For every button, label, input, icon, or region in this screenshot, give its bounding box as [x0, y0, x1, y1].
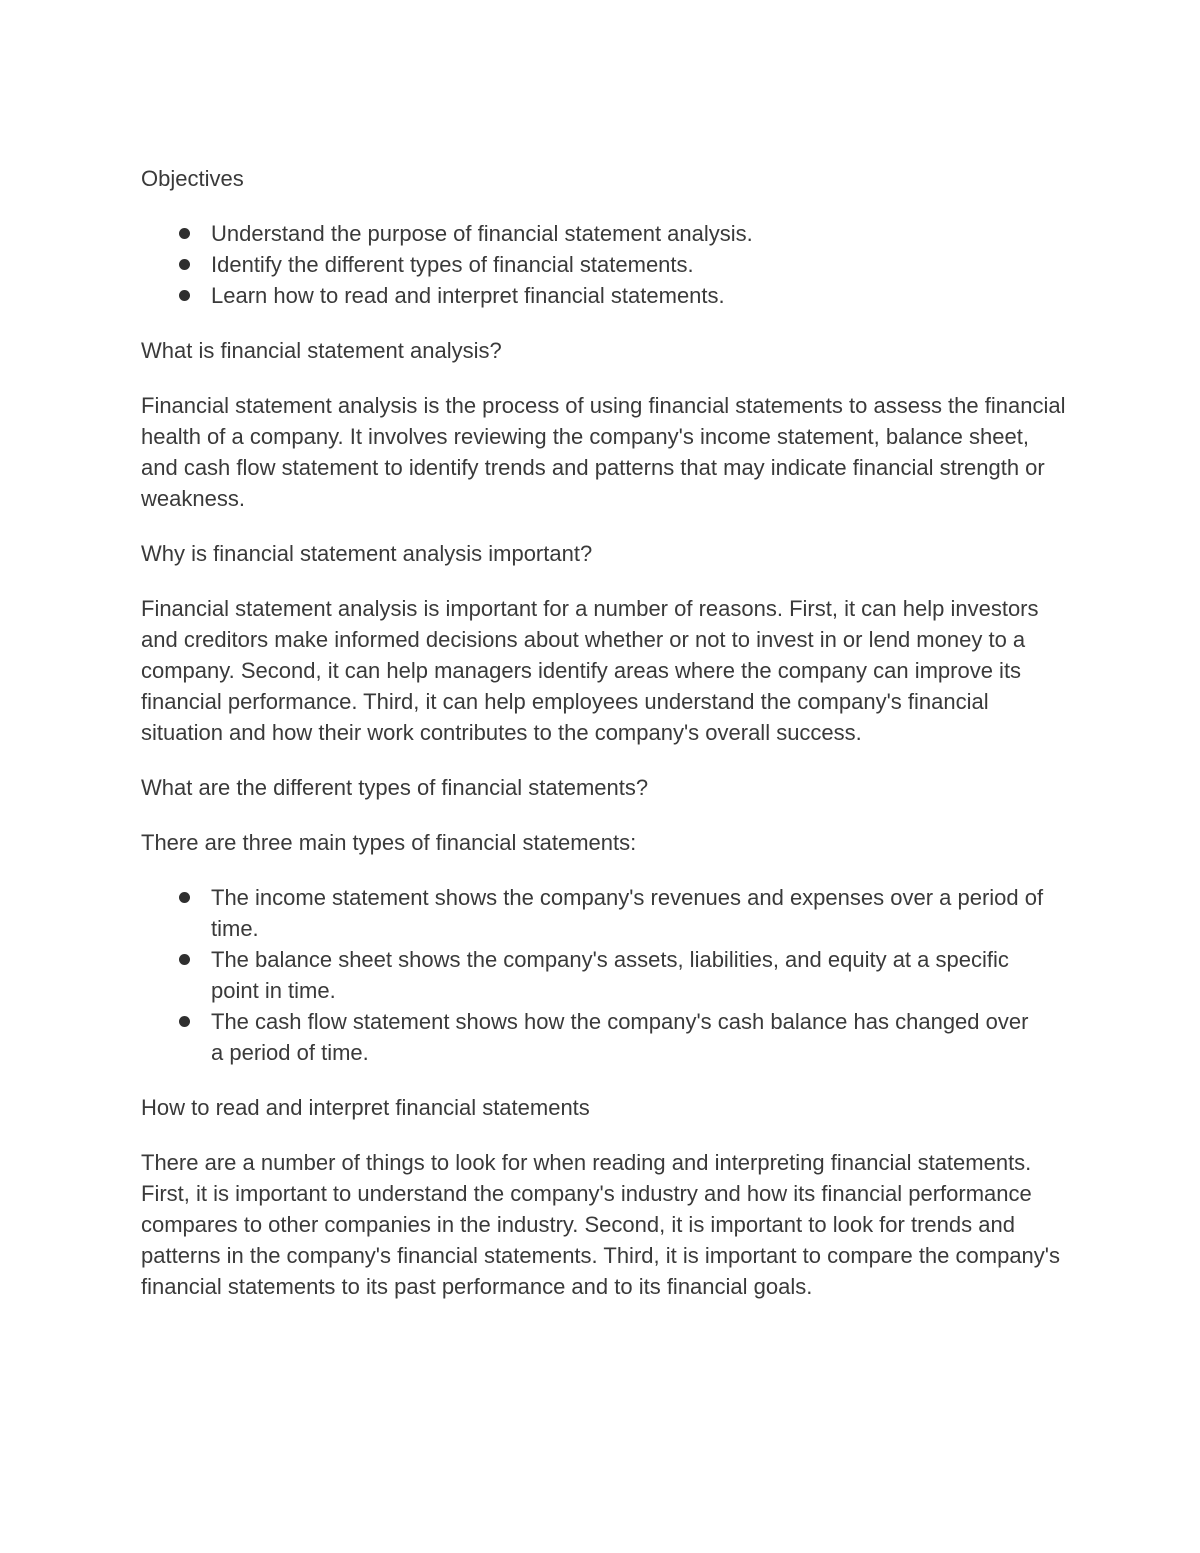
- list-item: [141, 944, 1066, 1006]
- list-item-text: The cash flow statement shows how the company's cash balance has changed over a period of time.: [211, 1009, 1029, 1065]
- list-item: [141, 249, 1066, 280]
- list-item-text: The income statement shows the company's revenues and expenses over a period of time.: [211, 885, 1044, 941]
- bullet-icon: [179, 892, 190, 903]
- bullet-icon: [179, 954, 190, 965]
- list-item-text: Identify the different types of financial statements.: [211, 252, 694, 277]
- why-paragraph: Financial statement analysis is important for a number of reasons. First, it can help investors and creditors make informed decisions about whether or not to invest in or lend money to a company. Second, it can help managers identify areas where the company can improve its financial performance. Third, it can help employees understand the company's financial situation and how their work contributes to the company's overall success.: [141, 596, 1039, 745]
- list-item-text: Understand the purpose of financial statement analysis.: [211, 221, 753, 246]
- bullet-icon: [179, 228, 190, 239]
- list-item: [141, 882, 1066, 944]
- list-item-text: The balance sheet shows the company's assets, liabilities, and equity at a specific point in time.: [211, 947, 1009, 1003]
- how-heading: How to read and interpret financial statements: [141, 1095, 590, 1120]
- objectives-heading: Objectives: [141, 166, 244, 191]
- how-paragraph: There are a number of things to look for when reading and interpreting financial statements. First, it is important to understand the company's industry and how its financial performance compares to other companies in the industry. Second, it is important to look for trends and patterns in the company's financial statements. Third, it is important to compare the company's financial statements to its past performance and to its financial goals.: [141, 1150, 1060, 1299]
- bullet-icon: [179, 1016, 190, 1027]
- list-item: [141, 280, 1066, 311]
- why-heading: Why is financial statement analysis important?: [141, 541, 593, 566]
- what-paragraph: Financial statement analysis is the process of using financial statements to assess the financial health of a company. It involves reviewing the company's income statement, balance sheet, and cash flow statement to identify trends and patterns that may indicate financial strength or weakness.: [141, 393, 1066, 511]
- what-heading: What is financial statement analysis?: [141, 338, 502, 363]
- list-item: [141, 218, 1066, 249]
- types-intro: There are three main types of financial statements:: [141, 830, 637, 855]
- objectives-list: [141, 218, 1066, 311]
- bullet-icon: [179, 259, 190, 270]
- types-list: [141, 882, 1066, 1068]
- bullet-icon: [179, 290, 190, 301]
- list-item-text: Learn how to read and interpret financial statements.: [211, 283, 725, 308]
- types-heading: What are the different types of financial statements?: [141, 775, 649, 800]
- document-page: [141, 163, 1066, 1326]
- list-item: [141, 1006, 1066, 1068]
